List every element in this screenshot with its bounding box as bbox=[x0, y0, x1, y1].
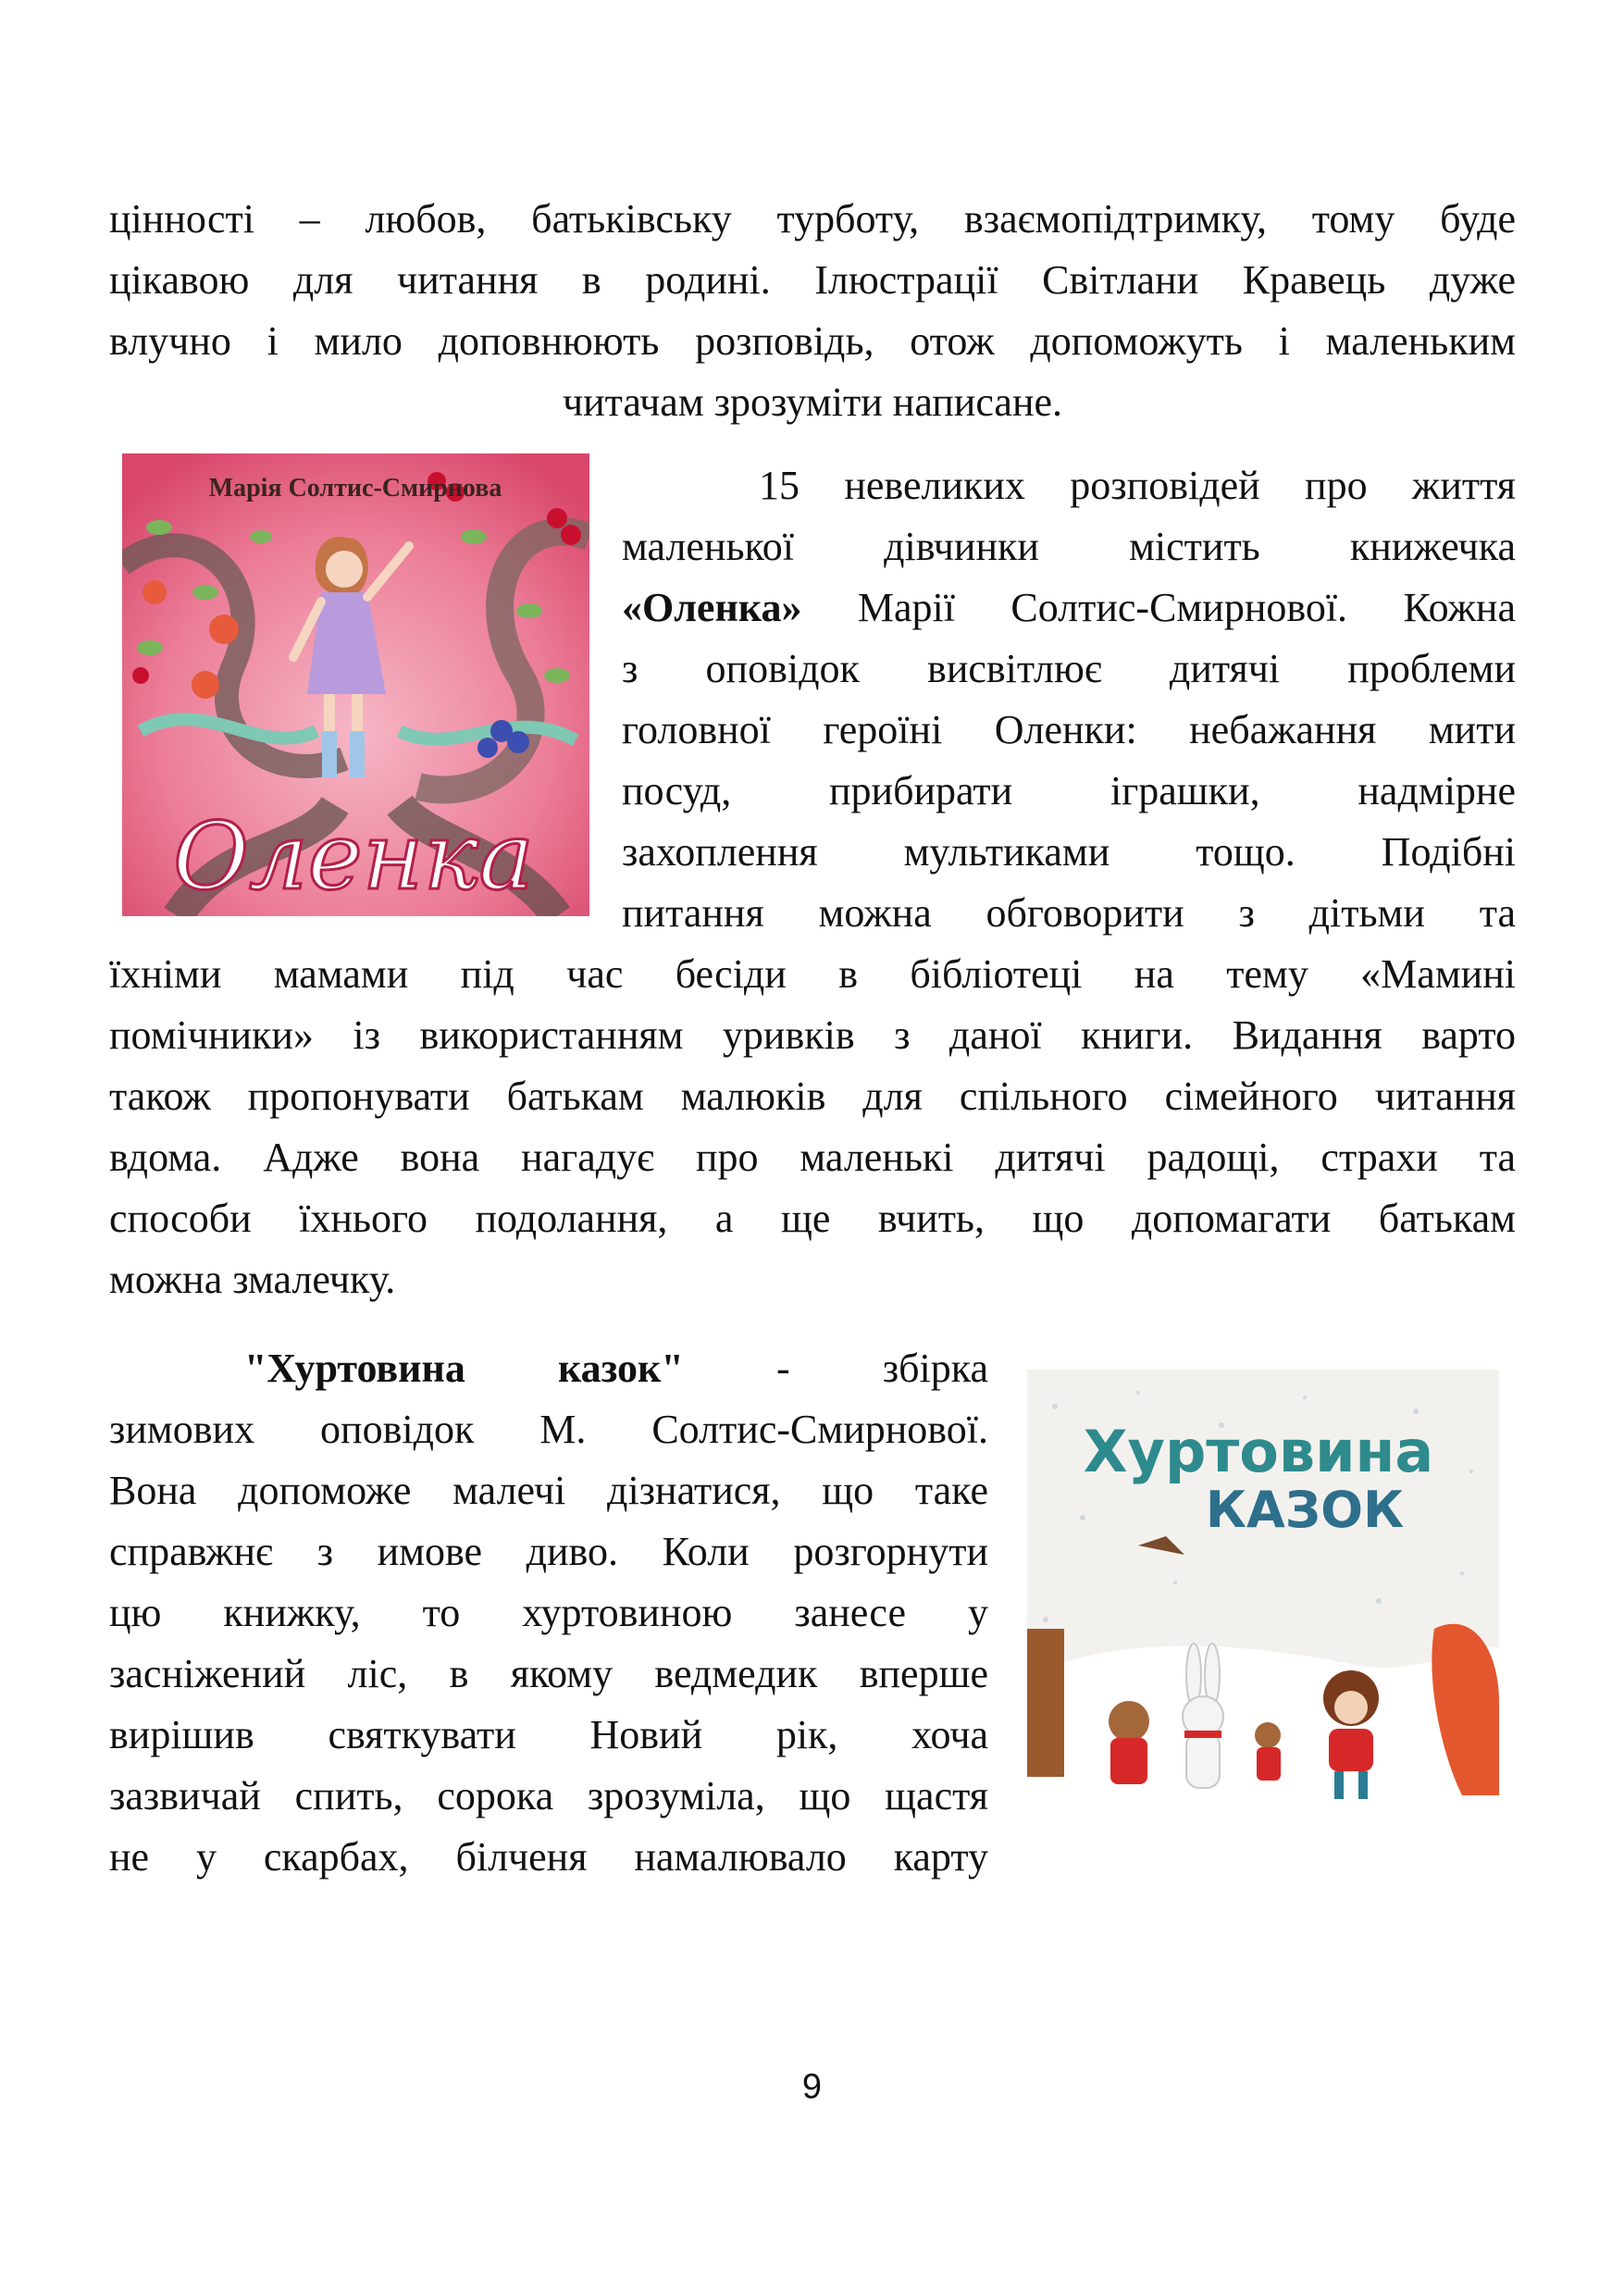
khurtovyna-cover-title-1: Хуртовина bbox=[1083, 1418, 1434, 1485]
olenka-line-1: 15 невеликих розповідей про життя bbox=[759, 463, 1516, 508]
khurtovyna-line-7: вирішив святкувати Новий рік, хоча bbox=[109, 1712, 988, 1757]
olenka-line-7: захоплення мультиками тощо. Подібні bbox=[622, 829, 1516, 875]
olenka-cover-illustration bbox=[122, 453, 589, 916]
khurtovyna-cover-illustration bbox=[1027, 1370, 1499, 1832]
khurtovyna-line-1-rest: - збірка bbox=[775, 1346, 988, 1391]
khurtovyna-line-9: не у скарбах, білченя намалювало карту bbox=[109, 1834, 988, 1880]
paragraph-1-line-2: цікавою для читання в родині. Ілюстрації Світлани Кравець дуже bbox=[109, 257, 1516, 303]
olenka-book-cover bbox=[122, 453, 589, 916]
olenka-cover-author: Марія Солтис-Смирнова bbox=[208, 474, 502, 503]
olenka-full-line-5: способи їхнього подолання, а ще вчить, що допомагати батькам bbox=[109, 1196, 1516, 1241]
olenka-full-line-2: помічники» із використанням уривків з даної книги. Видання варто bbox=[109, 1012, 1516, 1058]
olenka-line-6: посуд, прибирати іграшки, надмірне bbox=[622, 768, 1516, 813]
khurtovyna-cover-title-2: казок bbox=[1205, 1481, 1405, 1539]
paragraph-1-line-1: цінності – любов, батьківську турботу, взаємопідтримку, тому буде bbox=[109, 196, 1516, 242]
olenka-line-3 bbox=[622, 577, 1516, 639]
olenka-full-line-1: їхніми мамами під час бесіди в бібліотеці на тему «Мамині bbox=[109, 951, 1516, 997]
khurtovyna-line-8: зазвичай спить, сорока зрозуміла, що щастя bbox=[109, 1773, 988, 1818]
olenka-full-line-4: вдома. Адже вона нагадує про маленькі дитячі радощі, страхи та bbox=[109, 1135, 1516, 1180]
khurtovyna-bold-title: "Хуртовина казок" bbox=[244, 1346, 684, 1391]
paragraph-1-line-4: читачам зрозуміти написане. bbox=[562, 379, 1063, 425]
olenka-full-line-3: також пропонувати батькам малюків для спільного сімейного читання bbox=[109, 1074, 1516, 1119]
olenka-cover-title: Оленка bbox=[172, 802, 535, 911]
olenka-line-8: питання можна обговорити з дітьми та bbox=[622, 890, 1516, 936]
olenka-line-2: маленької дівчинки містить книжечка bbox=[622, 524, 1516, 569]
olenka-line-5: головної героїні Оленки: небажання мити bbox=[622, 707, 1516, 752]
khurtovyna-book-cover bbox=[1027, 1370, 1499, 1832]
olenka-bold-title: «Оленка» bbox=[622, 585, 802, 630]
khurtovyna-line-2: зимових оповідок М. Солтис-Смирнової. bbox=[109, 1407, 988, 1452]
olenka-line-3-rest: Марії Солтис-Смирнової. Кожна bbox=[857, 585, 1516, 630]
paragraph-1-line-3: влучно і мило доповнюють розповідь, отож допоможуть і маленьким bbox=[109, 318, 1516, 364]
page-number: 9 bbox=[801, 2067, 823, 2106]
khurtovyna-line-1 bbox=[244, 1338, 988, 1399]
olenka-full-line-6: можна змалечку. bbox=[109, 1257, 396, 1302]
khurtovyna-line-3: Вона допоможе малечі дізнатися, що таке bbox=[109, 1468, 988, 1513]
khurtovyna-line-5: цю книжку, то хуртовиною занесе у bbox=[109, 1590, 988, 1635]
khurtovyna-line-4: справжнє з имове диво. Коли розгорнути bbox=[109, 1529, 988, 1574]
olenka-line-4: з оповідок висвітлює дитячі проблеми bbox=[622, 646, 1516, 691]
khurtovyna-line-6: засніжений ліс, в якому ведмедик вперше bbox=[109, 1651, 988, 1696]
